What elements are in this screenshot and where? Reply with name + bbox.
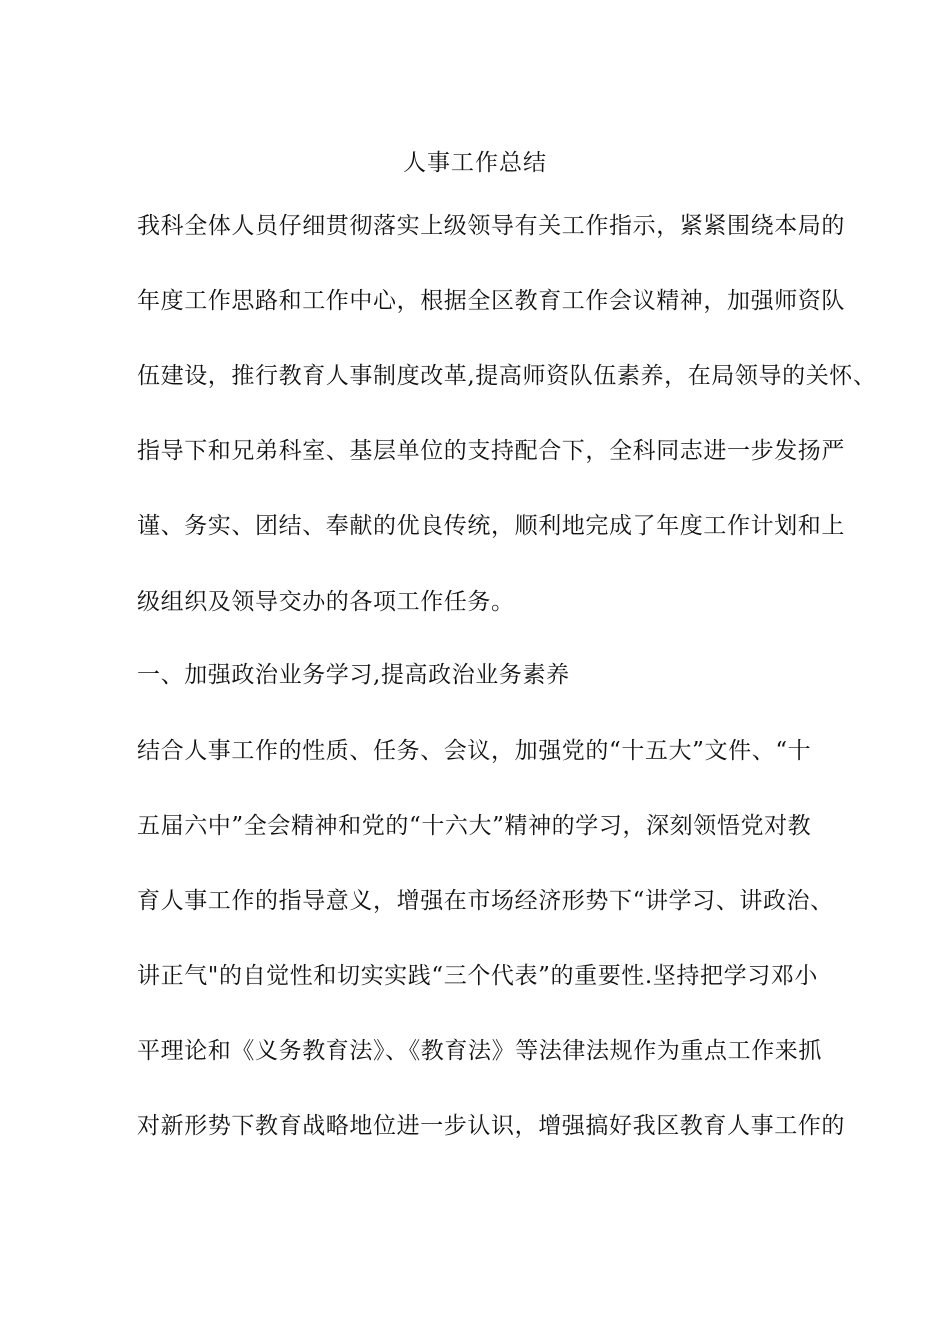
paragraph-line: 级组织及领导交办的各项工作任务。 xyxy=(137,589,515,615)
paragraph-line: 结合人事工作的性质、任务、会议，加强党的“十五大”文件、“十 xyxy=(137,738,812,764)
paragraph-line: 我科全体人员仔细贯彻落实上级领导有关工作指示，紧紧围绕本局的 xyxy=(137,213,845,239)
paragraph-line: 五届六中”全会精神和党的“十六大”精神的学习，深刻领悟党对教 xyxy=(137,813,812,839)
paragraph-line: 谨、务实、团结、奉献的优良传统，顺利地完成了年度工作计划和上 xyxy=(137,513,845,539)
paragraph-line: 讲正气"的自觉性和切实实践“三个代表”的重要性.坚持把学习邓小 xyxy=(137,963,819,989)
document-title: 人事工作总结 xyxy=(403,150,547,176)
paragraph-line: 平理论和《义务教育法》、《教育法》等法律法规作为重点工作来抓 xyxy=(137,1038,822,1064)
paragraph-line: 对新形势下教育战略地位进一步认识，增强搞好我区教育人事工作的 xyxy=(137,1113,845,1139)
paragraph-line: 育人事工作的指导意义，增强在市场经济形势下“讲学习、讲政治、 xyxy=(137,888,834,914)
paragraph-line: 指导下和兄弟科室、基层单位的支持配合下，全科同志进一步发扬严 xyxy=(137,438,845,464)
paragraph-line: 伍建设，推行教育人事制度改革,提高师资队伍素养，在局领导的关怀、 xyxy=(137,363,877,389)
paragraph-line: 年度工作思路和工作中心，根据全区教育工作会议精神，加强师资队 xyxy=(137,288,845,314)
section-heading: 一、加强政治业务学习,提高政治业务素养 xyxy=(137,662,570,688)
